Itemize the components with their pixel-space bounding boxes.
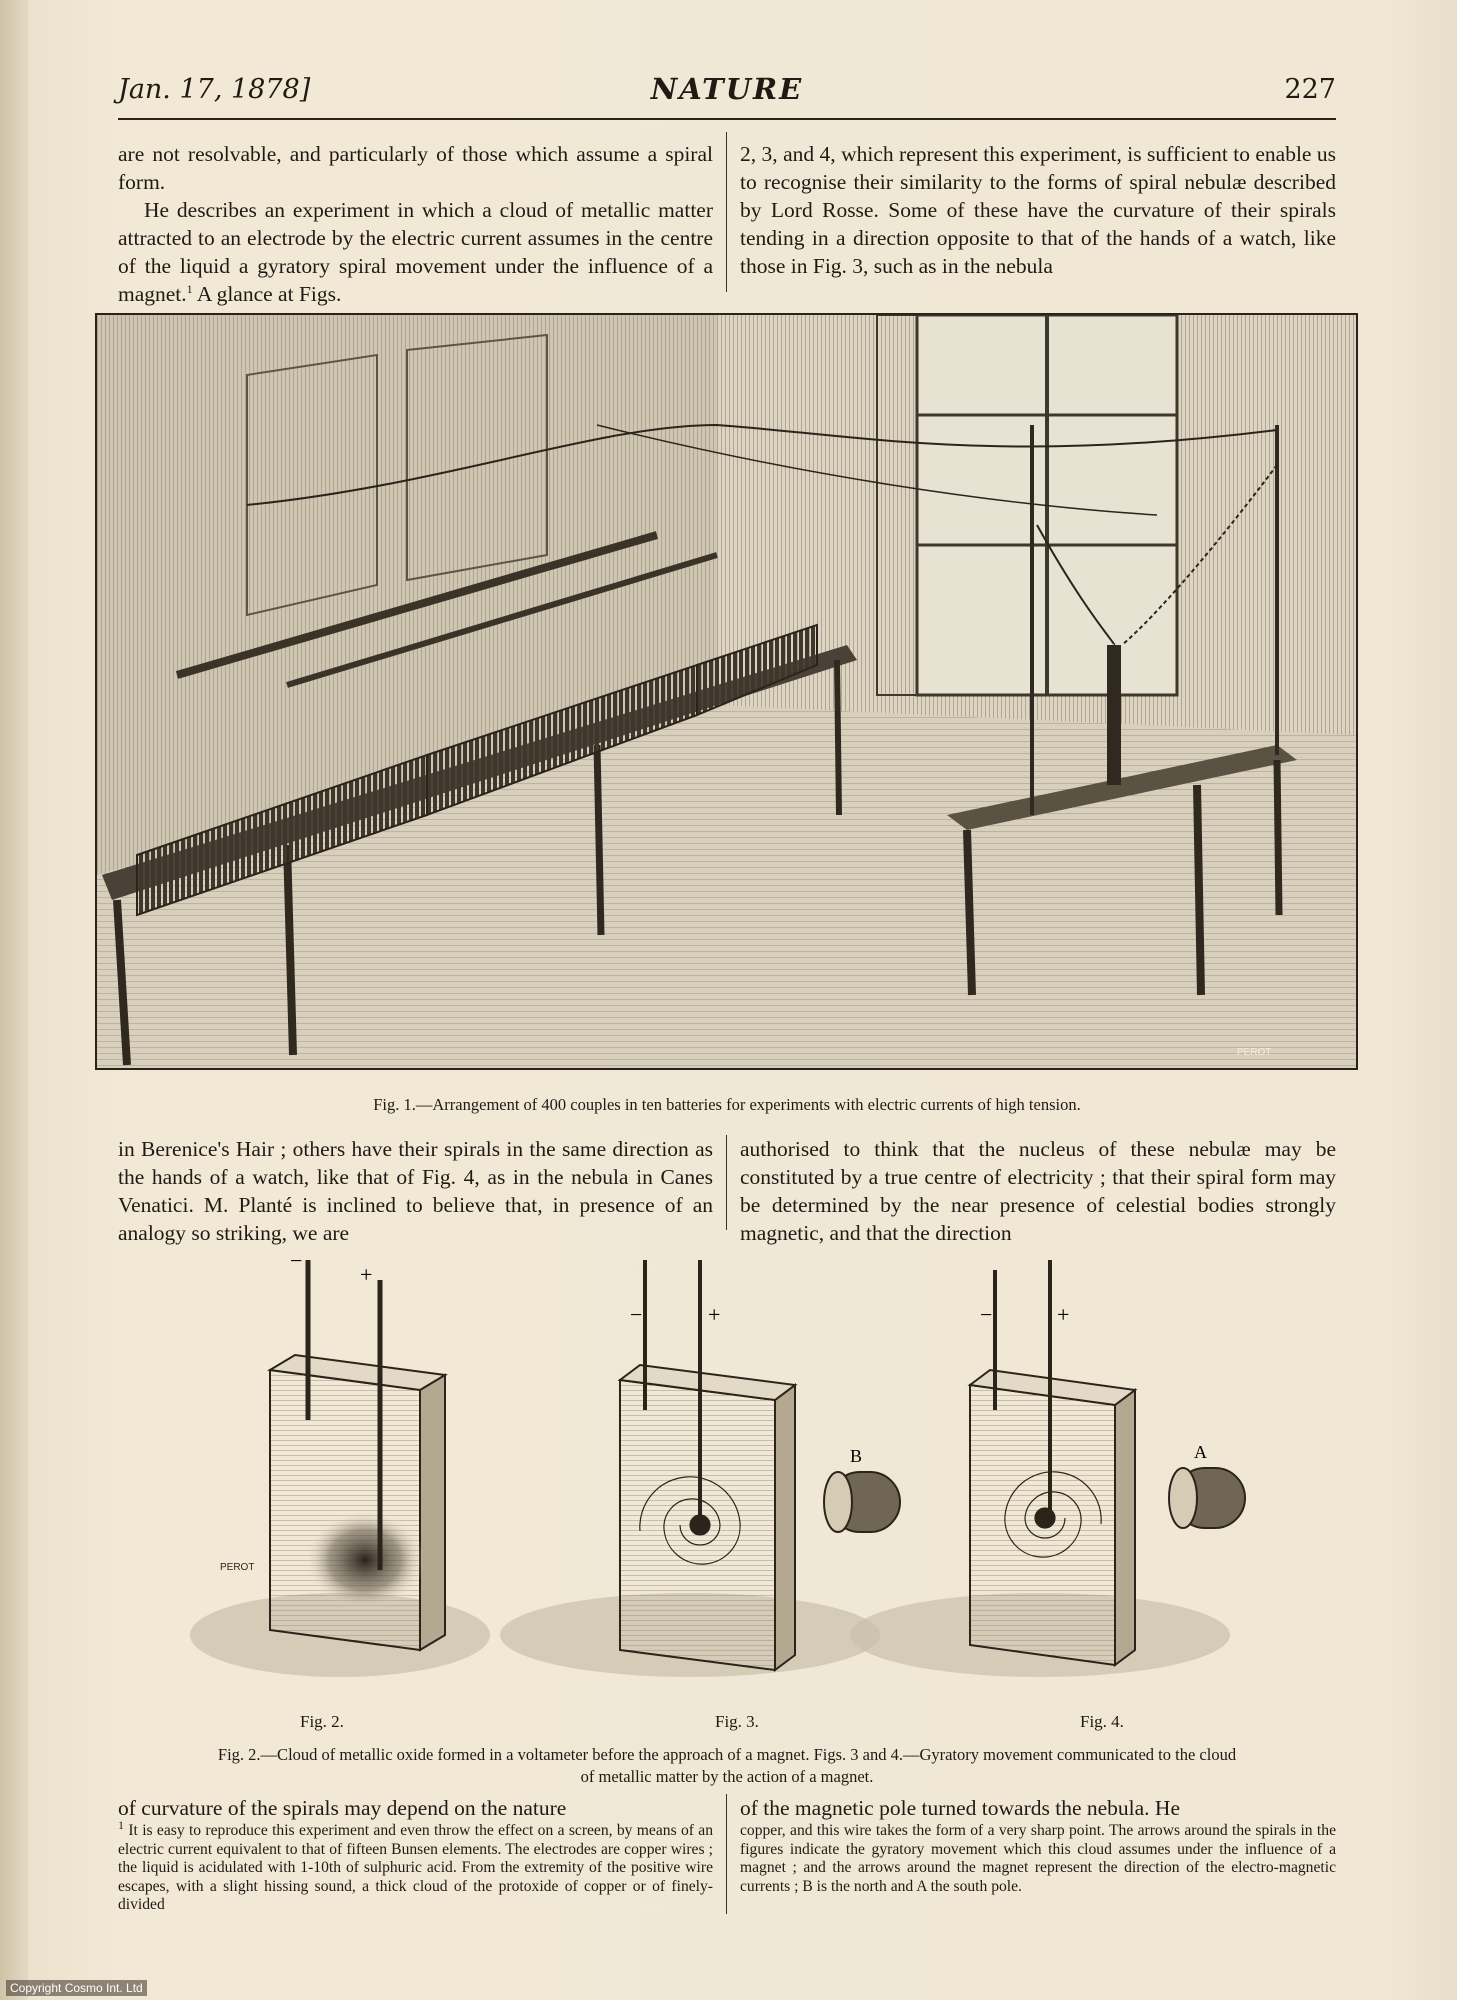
- footnote-text: copper, and this wire takes the form of a very sharp point. The arrows around the spirals in the figures indicate the gyratory movement which this cloud assumes under the influence of a magnet ; and the arrows around the magnet represent the direction of the electro-magnetic currents ; B is the north and A the south pole.: [740, 1822, 1336, 1895]
- fig-2-label: Fig. 2.: [300, 1712, 344, 1731]
- minus-sign: −: [630, 1302, 643, 1327]
- column-right-top: [740, 140, 1336, 280]
- plus-sign: +: [1057, 1302, 1070, 1327]
- plus-sign: +: [708, 1302, 721, 1327]
- paragraph: [118, 196, 713, 308]
- paragraph: authorised to think that the nucleus of these nebulæ may be constituted by a true centre of electricity ; that their spiral form may be determined by the near presence of celestial bodies strongly magnetic, and that the direction: [740, 1137, 1336, 1245]
- paragraph-text: He describes an experiment in which a cloud of metallic matter attracted to an electrode by the electric current assumes in the centre of the liquid a gyratory spiral movement under the influence of a magnet.: [118, 198, 713, 306]
- caption-line: Fig. 2.—Cloud of metallic oxide formed in a voltameter before the approach of a magnet. Figs. 3 and 4.—Gyratory movement communicated to the cloud: [217, 1745, 1237, 1764]
- engraver-signature: PEROT: [220, 1562, 255, 1573]
- voltameter-side: [775, 1385, 795, 1670]
- page-number: 227: [1284, 74, 1336, 105]
- binding-edge: [0, 0, 28, 2000]
- figures-2-3-4: [190, 1240, 1290, 1680]
- figure-4: [850, 1260, 1245, 1677]
- column-left-top: [118, 140, 713, 308]
- paragraph: are not resolvable, and particularly of those which assume a spiral form.: [118, 142, 713, 194]
- figure-1-caption: Fig. 1.—Arrangement of 400 couples in ten batteries for experiments with electric currents of high tension.: [373, 1095, 1081, 1114]
- journal-title: NATURE: [650, 72, 804, 106]
- column-left-bottom: [118, 1794, 713, 1822]
- paragraph: in Berenice's Hair ; others have their spirals in the same direction as the hands of a watch, like that of Fig. 4, as in the nebula in Canes Venatici. M. Planté is inclined to believe that, in presence of an analogy so striking, we are: [118, 1137, 713, 1245]
- magnet-label-b: B: [850, 1446, 863, 1466]
- magnet-label-a: A: [1194, 1442, 1207, 1462]
- figures-2-4-caption: [118, 1744, 1336, 1788]
- header-date: Jan. 17, 1878]: [118, 74, 311, 105]
- caption-line: of metallic matter by the action of a magnet.: [580, 1767, 874, 1786]
- column-left-middle: [118, 1135, 713, 1247]
- figure-3: [500, 1260, 900, 1677]
- voltameter-side: [420, 1375, 445, 1650]
- plus-sign: +: [360, 1262, 373, 1287]
- paragraph: of the magnetic pole turned towards the nebula. He: [740, 1796, 1181, 1820]
- column-rule: [726, 1135, 727, 1230]
- copyright-watermark: Copyright Cosmo Int. Ltd: [6, 1980, 147, 1996]
- voltameter-side: [1115, 1390, 1135, 1665]
- metallic-cloud: [305, 1510, 425, 1610]
- paragraph: 2, 3, and 4, which represent this experiment, is sufficient to enable us to recognise their similarity to the forms of spiral nebulæ described by Lord Rosse. Some of these have the curvature of their spirals tending in a direction opposite to that of the hands of a watch, like those in Fig. 3, such as in the nebula: [740, 142, 1336, 278]
- running-header: [118, 70, 1336, 120]
- minus-sign: −: [290, 1248, 303, 1273]
- footnote-number: 1: [118, 1817, 124, 1832]
- lamp-stand: [1107, 645, 1121, 785]
- footnote-right: [740, 1822, 1336, 1896]
- figure-2: [190, 1248, 490, 1677]
- fig-3-label: Fig. 3.: [715, 1712, 759, 1731]
- window-shutter: [877, 315, 917, 695]
- figure-1-illustration: [97, 315, 1356, 1068]
- column-right-middle: [740, 1135, 1336, 1247]
- column-right-bottom: [740, 1794, 1336, 1822]
- voltameter-front: [270, 1370, 420, 1650]
- engraver-signature: PEROT: [1237, 1047, 1272, 1058]
- minus-sign: −: [980, 1302, 993, 1327]
- footnote-text: It is easy to reproduce this experiment and even throw the effect on a screen, by means of an electric current equivalent to that of fifteen Bunsen elements. The electrodes are copper wires ; the liquid is acidulated with 1-10th of sulphuric acid. From the extremity of the positive wire escapes, with a slight hissing sound, a thick cloud of the protoxide of copper or of finely-divided: [118, 1822, 714, 1913]
- figure-1-engraving: [95, 313, 1358, 1070]
- column-rule: [726, 132, 727, 292]
- column-rule: [726, 1794, 727, 1914]
- fig-4-label: Fig. 4.: [1080, 1712, 1124, 1731]
- footnote-ref: 1: [186, 281, 193, 296]
- paragraph: of curvature of the spirals may depend on the nature: [118, 1796, 567, 1820]
- paragraph-text-tail: A glance at Figs.: [192, 282, 342, 306]
- footnote-left: [118, 1817, 714, 1915]
